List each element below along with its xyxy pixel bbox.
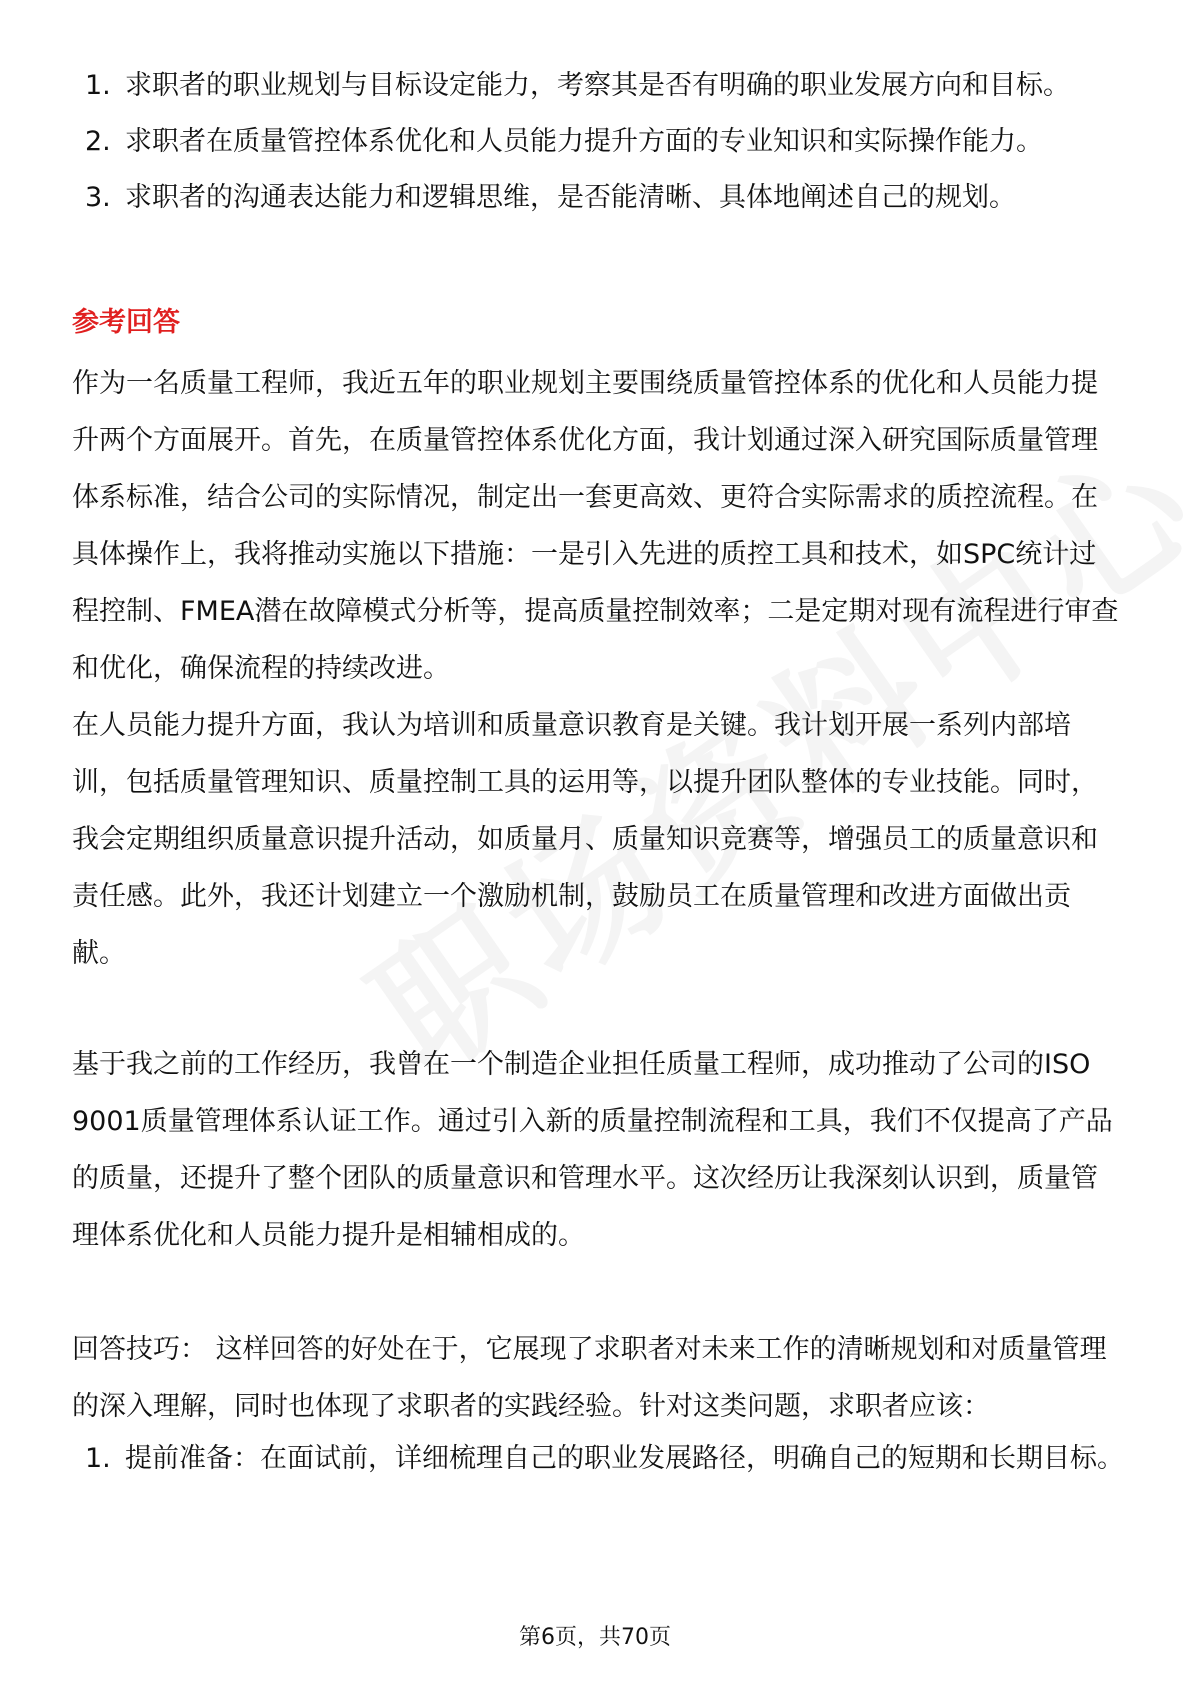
- list-item-text: 求职者在质量管控体系优化和人员能力提升方面的专业知识和实际操作能力。: [125, 126, 1043, 157]
- list-item: [85, 114, 1125, 170]
- list-item-text: 求职者的沟通表达能力和逻辑思维，是否能清晰、具体地阐述自己的规划。: [125, 182, 1016, 213]
- list-item-number: 2.: [85, 126, 111, 157]
- list-item: [85, 58, 1125, 114]
- answer-paragraph: 作为一名质量工程师，我近五年的职业规划主要围绕质量管控体系的优化和人员能力提升两个方面展开。首先，在质量管控体系优化方面，我计划通过深入研究国际质量管理体系标准，结合公司的实际情况，制定出一套更高效、更符合实际需求的质控流程。在具体操作上，我将推动实施以下措施：一是引入先进的质控工具和技术，如SPC统计过程控制、FMEA潜在故障模式分析等，提高质量控制效率；二是定期对现有流程进行审查和优化，确保流程的持续改进。: [72, 368, 1119, 684]
- list-item-text: 求职者的职业规划与目标设定能力，考察其是否有明确的职业发展方向和目标。: [125, 70, 1070, 101]
- section-title: 参考回答: [72, 307, 180, 338]
- list-item: [85, 170, 1125, 226]
- list-item-number: 3.: [85, 182, 111, 213]
- list-item-text: 提前准备：在面试前，详细梳理自己的职业发展路径，明确自己的短期和长期目标。: [125, 1443, 1124, 1474]
- list-item: [85, 1431, 1125, 1487]
- page-footer: 第6页，共70页: [519, 1625, 671, 1650]
- list-item-number: 1.: [85, 70, 111, 101]
- answer-paragraph: 基于我之前的工作经历，我曾在一个制造企业担任质量工程师，成功推动了公司的ISO 9001质量管理体系认证工作。通过引入新的质量控制流程和工具，我们不仅提高了产品的质量，还提升了整个团队的质量意识和管理水平。这次经历让我深刻认识到，质量管理体系优化和人员能力提升是相辅相成的。: [72, 1049, 1113, 1251]
- list-item-number: 1.: [85, 1443, 111, 1474]
- answer-paragraph: 在人员能力提升方面，我认为培训和质量意识教育是关键。我计划开展一系列内部培训，包括质量管理知识、质量控制工具的运用等，以提升团队整体的专业技能。同时，我会定期组织质量意识提升活动，如质量月、质量知识竞赛等，增强员工的质量意识和责任感。此外，我还计划建立一个激励机制，鼓励员工在质量管理和改进方面做出贡献。: [72, 710, 1098, 969]
- tips-list: [85, 1431, 1125, 1487]
- criteria-list: [85, 58, 1125, 226]
- tips-paragraph: 回答技巧： 这样回答的好处在于，它展现了求职者对未来工作的清晰规划和对质量管理的深入理解，同时也体现了求职者的实践经验。针对这类问题，求职者应该：: [72, 1334, 1107, 1422]
